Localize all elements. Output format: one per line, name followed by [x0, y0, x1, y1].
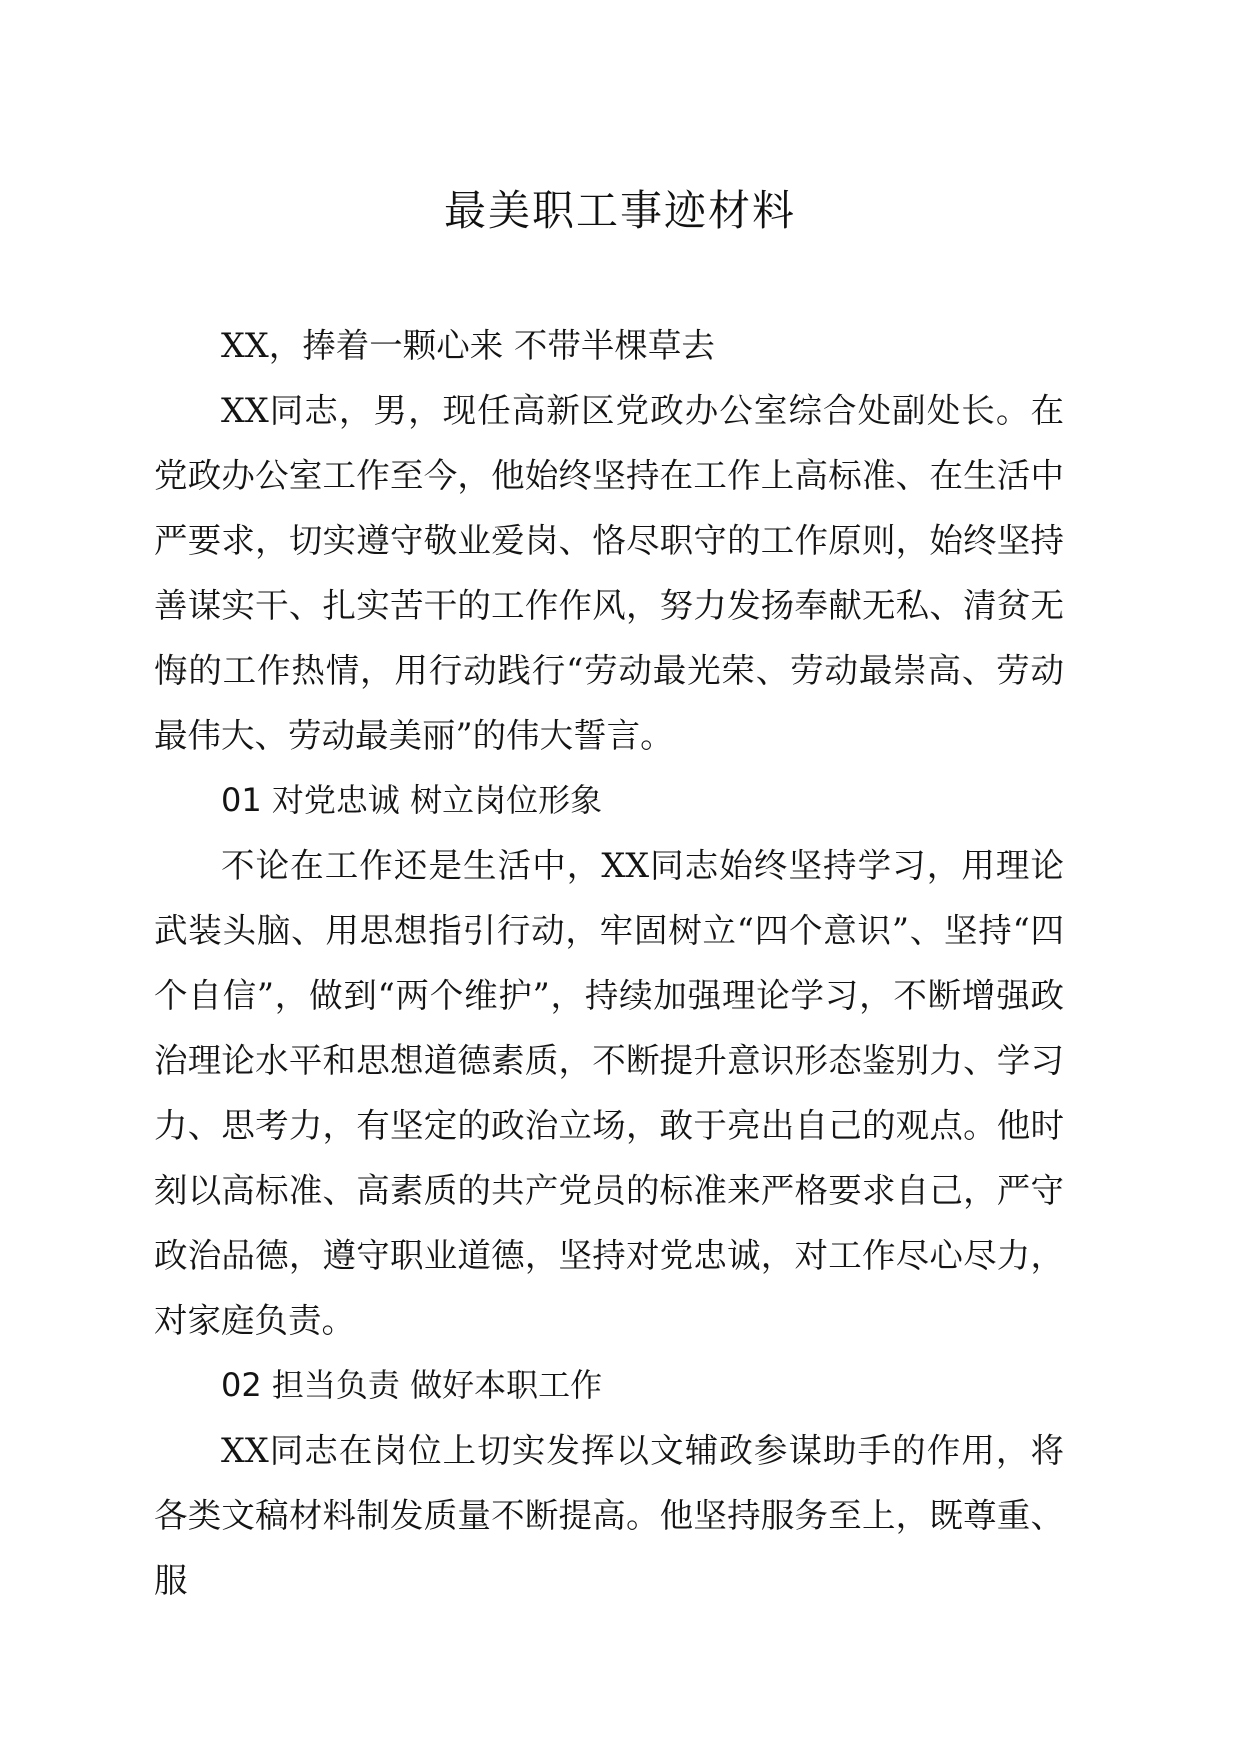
section-2-paragraph: XX同志在岗位上切实发挥以文辅政参谋助手的作用，将各类文稿材料制发质量不断提高。他坚持服务至上，既尊重、服	[154, 1431, 1064, 1600]
section-heading-1: 01 对党忠诚 树立岗位形象	[221, 781, 603, 819]
document-title: 最美职工事迹材料	[443, 186, 796, 235]
intro-block	[154, 378, 1064, 768]
section-2-block	[154, 1418, 1064, 1613]
section-heading-2: 02 担当负责 做好本职工作	[221, 1366, 603, 1404]
document-subtitle: XX，捧着一颗心来 不带半棵草去	[221, 326, 715, 365]
section-1-paragraph: 不论在工作还是生活中，XX同志始终坚持学习，用理论武装头脑、用思想指引行动，牢固树立“四个意识”、坚持“四个自信”，做到“两个维护”，持续加强理论学习，不断增强政治理论水平和思想道德素质，不断提升意识形态鉴别力、学习力、思考力，有坚定的政治立场，敢于亮出自己的观点。他时刻以高标准、高素质的共产党员的标准来严格要求自己，严守政治品德，遵守职业道德，坚持对党忠诚，对工作尽心尽力，对家庭负责。	[154, 846, 1064, 1340]
intro-paragraph: XX同志，男，现任高新区党政办公室综合处副处长。在党政办公室工作至今，他始终坚持在工作上高标准、在生活中严要求，切实遵守敬业爱岗、恪尽职守的工作原则，始终坚持善谋实干、扎实苦干的工作作风，努力发扬奉献无私、清贫无悔的工作热情，用行动践行“劳动最光荣、劳动最崇高、劳动最伟大、劳动最美丽”的伟大誓言。	[154, 391, 1064, 755]
section-1-block	[154, 833, 1064, 1353]
